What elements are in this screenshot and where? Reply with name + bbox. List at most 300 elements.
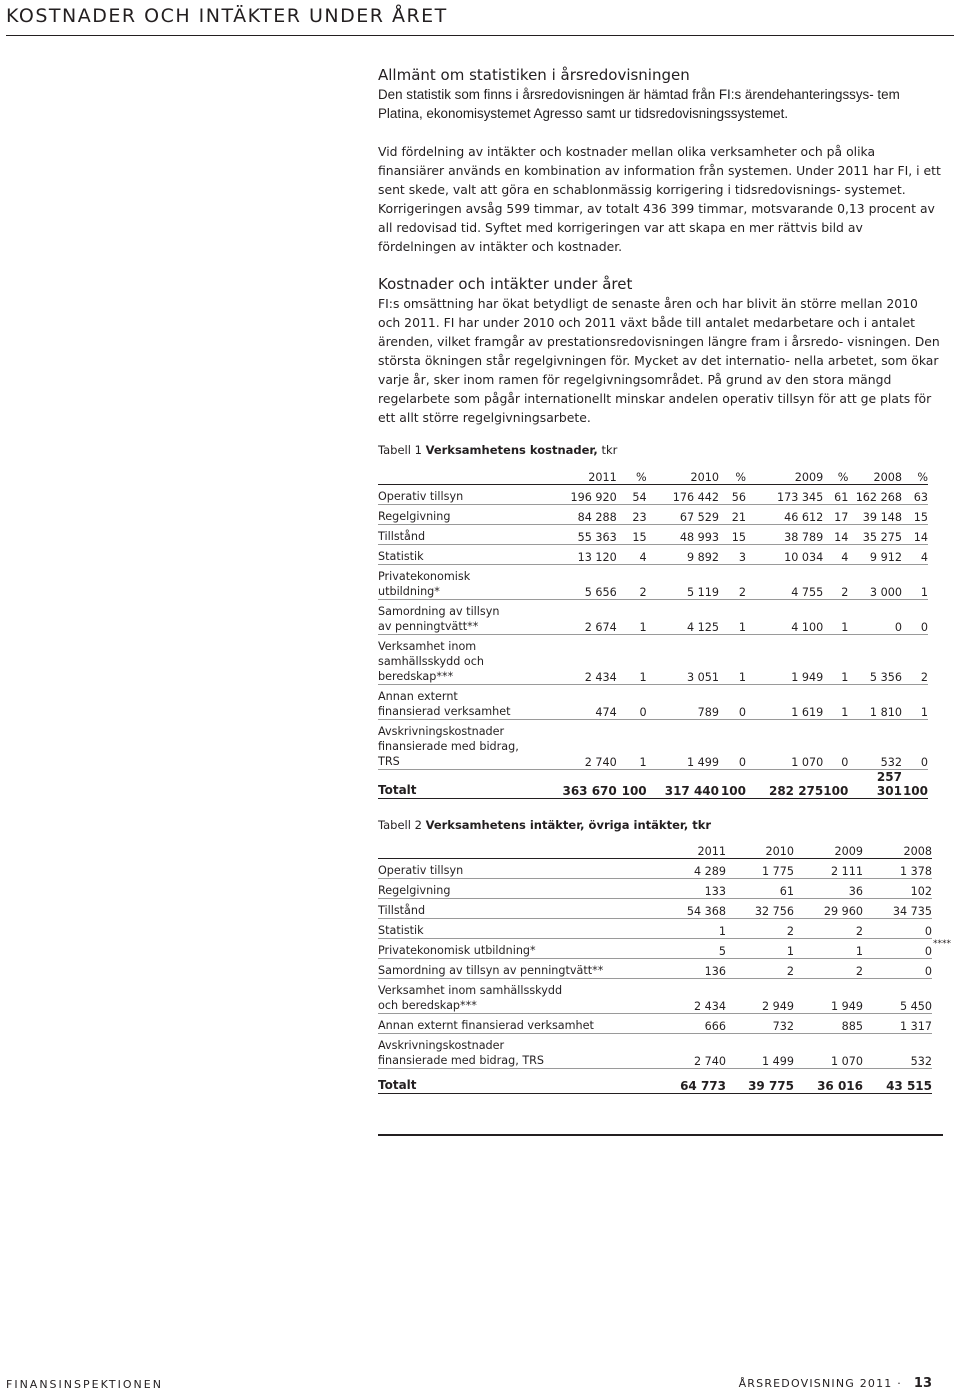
header-rule <box>6 35 954 36</box>
value-cell <box>848 545 902 565</box>
cell-value: 2 740 <box>693 1055 726 1068</box>
cell-value: 474 <box>595 706 617 719</box>
value-cell <box>628 959 726 979</box>
value-cell <box>719 635 746 685</box>
cell-value: 2 <box>855 925 863 938</box>
value-cell <box>617 505 647 525</box>
cell-value: 1 810 <box>869 706 902 719</box>
value-cell <box>902 720 928 770</box>
value-cell <box>746 525 823 545</box>
column-header: % <box>823 466 848 485</box>
column-header: % <box>719 466 746 485</box>
total-label: Totalt <box>378 770 538 799</box>
value-cell <box>848 525 902 545</box>
row-label: Tillstånd <box>378 899 628 919</box>
value-cell <box>902 525 928 545</box>
cell-value: 1 499 <box>761 1055 794 1068</box>
value-cell <box>794 859 863 879</box>
value-cell <box>628 859 726 879</box>
cell-value: 2 <box>639 586 647 599</box>
cell-value: 666 <box>704 1020 726 1033</box>
value-cell <box>823 565 848 600</box>
value-cell <box>746 505 823 525</box>
value-cell <box>726 979 794 1014</box>
page-title: KOSTNADER OCH INTÄKTER UNDER ÅRET <box>6 5 448 27</box>
cell-value: 1 619 <box>791 706 824 719</box>
value-cell <box>863 919 932 939</box>
value-cell <box>617 565 647 600</box>
value-cell <box>863 899 932 919</box>
table-header-row <box>378 840 932 859</box>
value-cell <box>726 859 794 879</box>
cell-value: 1 317 <box>899 1020 932 1033</box>
total-row <box>378 770 928 799</box>
row-label: Regelgivning <box>378 879 628 899</box>
table-row <box>378 939 932 959</box>
total-value: 363 670 <box>538 770 617 799</box>
cell-value: 54 368 <box>686 905 726 918</box>
column-header: 2009 <box>794 840 863 859</box>
cell-value: 1 <box>841 706 849 719</box>
value-cell <box>538 685 617 720</box>
value-cell <box>538 505 617 525</box>
paragraph-costs-income: FI:s omsättning har ökat betydligt de senaste åren och har blivit än större mellan 2010 och 2011. FI har under 2010 och 2011 växt både till antalet medarbetare och i antalet ärenden, vilket framgår av prestationsredovisningen längre fram i årsredo- visningen. Den största ökningen står regelgivningen för. Mycket av det internatio- nella arbetet, som ökar varje år, sker inom ramen för regelgivningsområdet. På grund av den stora mängd regelarbete som pågår internationellt minskar andelen operativ tillsyn för att ge plats för ett allt större regelgivningsarbete. <box>378 296 940 425</box>
value-cell <box>617 600 647 635</box>
row-label: Verksamhet inom samhällsskydd och beredskap*** <box>378 635 538 685</box>
cell-value: 35 275 <box>862 531 902 544</box>
cell-value: 0 <box>639 706 647 719</box>
cell-value: 1 949 <box>791 671 824 684</box>
cell-value: 1 <box>639 756 647 769</box>
row-label: Verksamhet inom samhällsskydd och beredskap*** <box>378 979 628 1014</box>
cell-value: 0 <box>924 925 932 938</box>
value-cell <box>863 1014 932 1034</box>
cell-value: 102 <box>910 885 932 898</box>
total-value: 36 016 <box>794 1069 863 1094</box>
value-cell <box>902 505 928 525</box>
value-cell <box>538 545 617 565</box>
cell-value: 36 <box>848 885 863 898</box>
total-value: 64 773 <box>628 1069 726 1094</box>
cell-value: 5 356 <box>869 671 902 684</box>
value-cell <box>746 545 823 565</box>
cell-value: 2 <box>920 671 928 684</box>
footer-publication <box>739 1376 932 1391</box>
value-cell <box>719 525 746 545</box>
cell-value: 1 070 <box>830 1055 863 1068</box>
column-header: 2010 <box>647 466 719 485</box>
value-cell <box>628 899 726 919</box>
total-value: 100 <box>719 770 746 799</box>
value-cell <box>794 959 863 979</box>
value-cell <box>647 505 719 525</box>
value-cell <box>647 720 719 770</box>
cell-value: 5 450 <box>899 1000 932 1013</box>
paragraph-statistics-source: Den statistik som finns i årsredovisningen är hämtad från FI:s ärendehanteringssys- tem Platina, ekonomisystemet Agresso samt ur tidsredovisningssystemet. <box>378 87 900 121</box>
cell-value: 61 <box>779 885 794 898</box>
value-cell <box>863 1034 932 1069</box>
value-cell <box>647 485 719 505</box>
value-cell <box>726 939 794 959</box>
cell-value: 1 <box>855 945 863 958</box>
row-label: Operativ tillsyn <box>378 485 538 505</box>
value-cell <box>617 545 647 565</box>
table-row <box>378 1034 932 1069</box>
value-cell <box>902 485 928 505</box>
cell-value: 67 529 <box>679 511 720 524</box>
table-row <box>378 979 932 1014</box>
table2-title: Verksamhetens intäkter, övriga intäkter, tkr <box>425 818 712 832</box>
value-cell <box>902 600 928 635</box>
value-cell <box>746 485 823 505</box>
table-row <box>378 919 932 939</box>
cell-value: 2 434 <box>693 1000 726 1013</box>
cell-value: 48 993 <box>679 531 720 544</box>
cell-value: 2 <box>786 925 794 938</box>
table1-unit: tkr <box>601 443 618 457</box>
value-cell <box>719 720 746 770</box>
section-heading-statistics: Allmänt om statistiken i årsredovisningen <box>378 66 690 84</box>
cell-value: 10 034 <box>784 551 824 564</box>
value-cell <box>746 565 823 600</box>
value-cell <box>863 939 951 959</box>
value-cell <box>848 505 902 525</box>
cell-value: 54 <box>632 491 647 504</box>
cell-value: 0 <box>924 965 932 978</box>
cell-value: 21 <box>731 511 746 524</box>
value-cell <box>794 939 863 959</box>
value-cell <box>823 600 848 635</box>
cell-value: 0 <box>920 756 928 769</box>
cell-value: 0 <box>738 706 746 719</box>
cell-value: 5 119 <box>686 586 720 599</box>
value-cell <box>863 859 932 879</box>
value-cell <box>823 685 848 720</box>
cell-value: 84 288 <box>577 511 617 524</box>
value-cell <box>617 485 647 505</box>
value-cell <box>538 635 617 685</box>
footnote-marker: **** <box>933 939 951 949</box>
total-value: 39 775 <box>726 1069 794 1094</box>
value-cell <box>628 879 726 899</box>
cell-value: 1 <box>639 621 647 634</box>
cell-value: 2 949 <box>761 1000 794 1013</box>
value-cell <box>647 525 719 545</box>
value-cell <box>538 600 617 635</box>
cell-value: 2 111 <box>830 865 863 878</box>
cell-value: 532 <box>880 756 902 769</box>
cell-value: 2 434 <box>584 671 617 684</box>
total-label: Totalt <box>378 1069 628 1094</box>
cell-value: 5 656 <box>584 586 617 599</box>
value-cell <box>628 919 726 939</box>
column-header: 2010 <box>726 840 794 859</box>
value-cell <box>726 879 794 899</box>
header-label-cell <box>378 840 628 859</box>
cell-value: 0 <box>894 621 902 634</box>
value-cell <box>538 485 617 505</box>
cell-value: 1 <box>920 586 928 599</box>
cell-value: 173 345 <box>777 491 824 504</box>
value-cell <box>719 505 746 525</box>
value-cell <box>726 1034 794 1069</box>
row-label: Statistik <box>378 919 628 939</box>
table-row <box>378 1014 932 1034</box>
cell-value: 0 <box>924 945 932 958</box>
value-cell <box>823 485 848 505</box>
cell-value: 17 <box>834 511 849 524</box>
row-label: Privatekonomisk utbildning* <box>378 939 628 959</box>
value-cell <box>538 720 617 770</box>
table-row <box>378 505 928 525</box>
value-cell <box>726 1014 794 1034</box>
table-row <box>378 685 928 720</box>
value-cell <box>823 505 848 525</box>
income-table <box>378 840 951 1094</box>
cell-value: 9 912 <box>869 551 902 564</box>
value-cell <box>628 979 726 1014</box>
value-cell <box>719 685 746 720</box>
cell-value: 4 125 <box>686 621 720 634</box>
table-header-row <box>378 466 928 485</box>
value-cell <box>538 565 617 600</box>
value-cell <box>848 565 902 600</box>
cell-value: 4 <box>841 551 849 564</box>
cell-value: 38 789 <box>784 531 824 544</box>
value-cell <box>617 720 647 770</box>
value-cell <box>617 635 647 685</box>
cell-value: 2 <box>841 586 849 599</box>
value-cell <box>794 919 863 939</box>
cell-value: 0 <box>738 756 746 769</box>
cell-value: 55 363 <box>577 531 617 544</box>
value-cell <box>726 919 794 939</box>
column-header: % <box>617 466 647 485</box>
cell-value: 3 000 <box>869 586 902 599</box>
table-row <box>378 485 928 505</box>
value-cell <box>628 939 726 959</box>
table1-label: Tabell 1 <box>378 443 422 457</box>
value-cell <box>902 565 928 600</box>
value-cell <box>848 600 902 635</box>
cell-value: 29 960 <box>823 905 863 918</box>
total-value: 100 <box>902 770 928 799</box>
value-cell <box>848 720 902 770</box>
column-header: 2011 <box>628 840 726 859</box>
value-cell <box>746 635 823 685</box>
value-cell <box>628 1034 726 1069</box>
row-label: Tillstånd <box>378 525 538 545</box>
value-cell <box>628 1014 726 1034</box>
page-header <box>0 0 960 38</box>
cell-value: 4 <box>920 551 928 564</box>
table-row <box>378 525 928 545</box>
bottom-rule <box>378 1134 943 1136</box>
value-cell <box>719 600 746 635</box>
value-cell <box>647 685 719 720</box>
cell-value: 15 <box>632 531 647 544</box>
value-cell <box>823 720 848 770</box>
body-text <box>378 66 943 427</box>
total-value: 282 275 <box>746 770 823 799</box>
value-cell <box>902 635 928 685</box>
cell-value: 196 920 <box>570 491 617 504</box>
header-label-cell <box>378 466 538 485</box>
cell-value: 23 <box>632 511 647 524</box>
cell-value: 1 378 <box>899 865 932 878</box>
cell-value: 0 <box>841 756 849 769</box>
row-label: Annan externt finansierad verksamhet <box>378 685 538 720</box>
cell-value: 136 <box>704 965 726 978</box>
footer-publication-label: ÅRSREDOVISNING 2011 · <box>738 1377 902 1390</box>
value-cell <box>794 1014 863 1034</box>
cell-value: 2 <box>786 965 794 978</box>
total-value: 317 440 <box>647 770 719 799</box>
row-label: Avskrivningskostnader finansierade med bidrag, TRS <box>378 720 538 770</box>
value-cell <box>863 979 932 1014</box>
cell-value: 9 892 <box>686 551 720 564</box>
paragraph-statistics-correction: Vid fördelning av intäkter och kostnader mellan olika verksamheter och på olika finansiärer används en kombination av information från systemen. Under 2011 har FI, i ett sent skede, valt att göra en schablonmässig korrigering i tidsredovisnings- systemet. Korrigeringen avsåg 599 timmar, av totalt 436 399 timmar, motsvarande 0,13 procent av all redovisad tid. Syftet med korrigeringen var att skapa en mer rättvis bild av fördelningen av intäkter och kostnader. <box>378 144 941 254</box>
column-header: 2011 <box>538 466 617 485</box>
row-label: Samordning av tillsyn av penningtvätt** <box>378 959 628 979</box>
row-label: Regelgivning <box>378 505 538 525</box>
table1-title: Verksamhetens kostnader, <box>425 443 598 457</box>
value-cell <box>746 600 823 635</box>
cell-value: 46 612 <box>784 511 824 524</box>
cell-value: 532 <box>910 1055 932 1068</box>
cell-value: 1 <box>718 925 726 938</box>
value-cell <box>647 635 719 685</box>
value-cell <box>902 545 928 565</box>
row-label: Statistik <box>378 545 538 565</box>
cell-value: 13 120 <box>577 551 617 564</box>
cell-value: 14 <box>834 531 849 544</box>
cell-value: 15 <box>913 511 928 524</box>
value-cell <box>617 685 647 720</box>
cell-value: 885 <box>841 1020 863 1033</box>
value-cell <box>538 525 617 545</box>
value-cell <box>863 879 932 899</box>
value-cell <box>794 879 863 899</box>
value-cell <box>617 525 647 545</box>
table2-label: Tabell 2 <box>378 818 422 832</box>
table-row <box>378 565 928 600</box>
column-header: 2009 <box>746 466 823 485</box>
cell-value: 732 <box>772 1020 794 1033</box>
cell-value: 1 775 <box>761 865 794 878</box>
value-cell <box>823 525 848 545</box>
cell-value: 4 755 <box>791 586 824 599</box>
cell-value: 61 <box>834 491 849 504</box>
value-cell <box>863 959 932 979</box>
cell-value: 0 <box>920 621 928 634</box>
table-row <box>378 959 932 979</box>
cell-value: 2 674 <box>584 621 617 634</box>
table-row <box>378 635 928 685</box>
value-cell <box>719 485 746 505</box>
cell-value: 2 740 <box>584 756 617 769</box>
table-row <box>378 600 928 635</box>
total-value: 257 301 <box>848 770 902 799</box>
value-cell <box>823 545 848 565</box>
value-cell <box>794 899 863 919</box>
cell-value: 34 735 <box>892 905 932 918</box>
footer-org: FINANSINSPEKTIONEN <box>6 1378 163 1391</box>
section-heading-costs-income: Kostnader och intäkter under året <box>378 275 633 293</box>
table-row <box>378 879 932 899</box>
cell-value: 14 <box>913 531 928 544</box>
row-label: Samordning av tillsyn av penningtvätt** <box>378 600 538 635</box>
total-value: 43 515 <box>863 1069 932 1094</box>
value-cell <box>823 635 848 685</box>
cell-value: 1 <box>639 671 647 684</box>
value-cell <box>647 565 719 600</box>
cell-value: 39 148 <box>862 511 902 524</box>
row-label: Privatekonomisk utbildning* <box>378 565 538 600</box>
value-cell <box>726 959 794 979</box>
cell-value: 2 <box>738 586 746 599</box>
value-cell <box>794 979 863 1014</box>
cell-value: 1 <box>841 671 849 684</box>
column-header: 2008 <box>848 466 902 485</box>
value-cell <box>848 685 902 720</box>
cell-value: 1 <box>738 671 746 684</box>
cell-value: 15 <box>731 531 746 544</box>
cell-value: 1 070 <box>791 756 824 769</box>
cell-value: 176 442 <box>672 491 720 504</box>
cell-value: 789 <box>697 706 720 719</box>
row-label: Annan externt finansierad verksamhet <box>378 1014 628 1034</box>
value-cell <box>719 565 746 600</box>
cell-value: 4 <box>639 551 647 564</box>
cell-value: 133 <box>704 885 726 898</box>
cell-value: 1 499 <box>686 756 720 769</box>
value-cell <box>746 720 823 770</box>
cell-value: 1 <box>786 945 794 958</box>
page-number: 13 <box>913 1376 932 1391</box>
column-header: 2008 <box>863 840 932 859</box>
value-cell <box>794 1034 863 1069</box>
value-cell <box>647 545 719 565</box>
row-label: Operativ tillsyn <box>378 859 628 879</box>
table-row <box>378 545 928 565</box>
cell-value: 1 <box>738 621 746 634</box>
table1-caption <box>378 443 617 457</box>
cell-value: 3 <box>738 551 746 564</box>
value-cell <box>848 635 902 685</box>
table-row <box>378 720 928 770</box>
cell-value: 1 <box>841 621 849 634</box>
cell-value: 1 949 <box>830 1000 863 1013</box>
cell-value: 32 756 <box>754 905 794 918</box>
table-row <box>378 859 932 879</box>
cell-value: 2 <box>855 965 863 978</box>
table2-caption <box>378 818 711 832</box>
value-cell <box>746 685 823 720</box>
value-cell <box>719 545 746 565</box>
total-value: 100 <box>823 770 848 799</box>
total-value: 100 <box>617 770 647 799</box>
cell-value: 63 <box>913 491 928 504</box>
table-row <box>378 899 932 919</box>
value-cell <box>902 685 928 720</box>
cell-value: 3 051 <box>686 671 720 684</box>
cell-value: 1 <box>920 706 928 719</box>
cell-value: 4 100 <box>791 621 824 634</box>
cell-value: 5 <box>718 945 726 958</box>
total-row <box>378 1069 932 1094</box>
column-header: % <box>902 466 928 485</box>
